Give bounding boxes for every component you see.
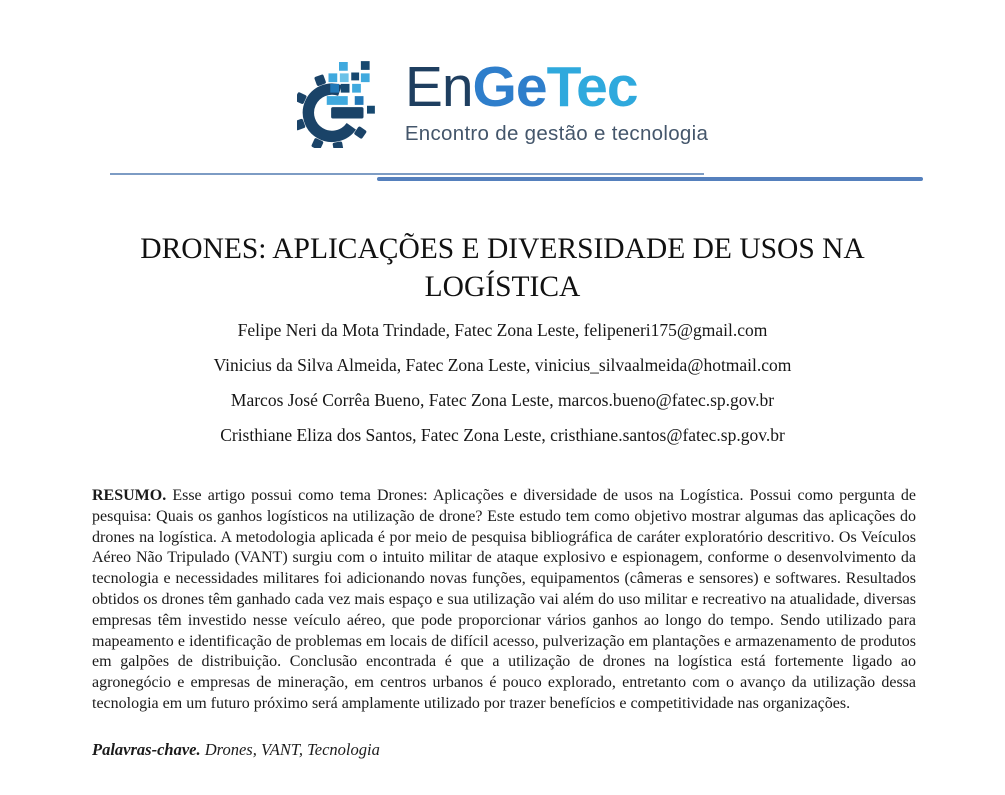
keywords-text: Drones, VANT, Tecnologia — [200, 740, 380, 759]
wordmark-tec: Tec — [546, 55, 638, 119]
abstract-text: Esse artigo possui como tema Drones: Aplicações e diversidade de usos na Logística. Possui como pergunta de pesquisa: Quais os ganhos logísticos na utilização de drone? Este estudo tem como objetivo mostrar algumas das aplicações do drones na logística. A metodologia aplicada é por meio de pesquisa bibliográfica de caráter exploratório descritivo. Os Veículos Aéreo Não Tripulado (VANT) surgiu com o intuito militar de ataque explosivo e espionagem, conforme o desenvolvimento da tecnologia e necessidades militares foi adicionando novas funções, equipamentos (câmeras e sensores) e softwares. Resultados obtidos os drones têm ganhado cada vez mais espaço e sua utilização vai além do uso militar e recreativo na atualidade, diversas empresas têm investido nesse veículo aéreo, que pode proporcionar vários ganhos ao longo do tempo. Sendo utilizado para mapeamento e identificação de problemas em locais de difícil acesso, pulverização em plantações e armazenamento de produtos em galpões de distribuição. Conclusão encontrada é que a utilização de drones na logística está fortemente ligado ao agronegócio e empresas de mineração, em centros urbanos é pouco explorado, entretanto com o avanço da utilização dessa tecnologia em um futuro próximo será amplamente utilizado por trazer benefícios e competitividade nas organizações. — [92, 487, 916, 712]
logo-subtitle: Encontro de gestão e tecnologia — [404, 122, 709, 145]
engetec-logo — [0, 56, 1005, 148]
author-line: Marcos José Corrêa Bueno, Fatec Zona Leste, marcos.bueno@fatec.sp.gov.br — [230, 390, 775, 410]
author-line: Felipe Neri da Mota Trindade, Fatec Zona Leste, felipeneri175@gmail.com — [237, 320, 768, 340]
header-rule-thick — [377, 177, 923, 181]
wordmark-en: En — [404, 55, 473, 119]
engetec-wordmark — [405, 56, 638, 118]
abstract-paragraph — [92, 486, 916, 715]
author-line: Vinicius da Silva Almeida, Fatec Zona Leste, vinicius_silvaalmeida@hotmail.com — [213, 355, 792, 375]
keywords-line — [92, 740, 380, 760]
header-rule-thin — [110, 173, 704, 175]
keywords-label: Palavras-chave. — [92, 740, 201, 759]
author-line: Cristhiane Eliza dos Santos, Fatec Zona Leste, cristhiane.santos@fatec.sp.gov.br — [220, 425, 785, 445]
paper-title: DRONES: APLICAÇÕES E DIVERSIDADE DE USOS NA LOGÍSTICA — [140, 233, 865, 303]
wordmark-ge: Ge — [472, 55, 547, 119]
abstract-label: RESUMO. — [92, 487, 167, 504]
author-list — [0, 320, 1005, 460]
logo-text-block — [405, 56, 708, 146]
gear-logo-icon — [297, 60, 395, 148]
